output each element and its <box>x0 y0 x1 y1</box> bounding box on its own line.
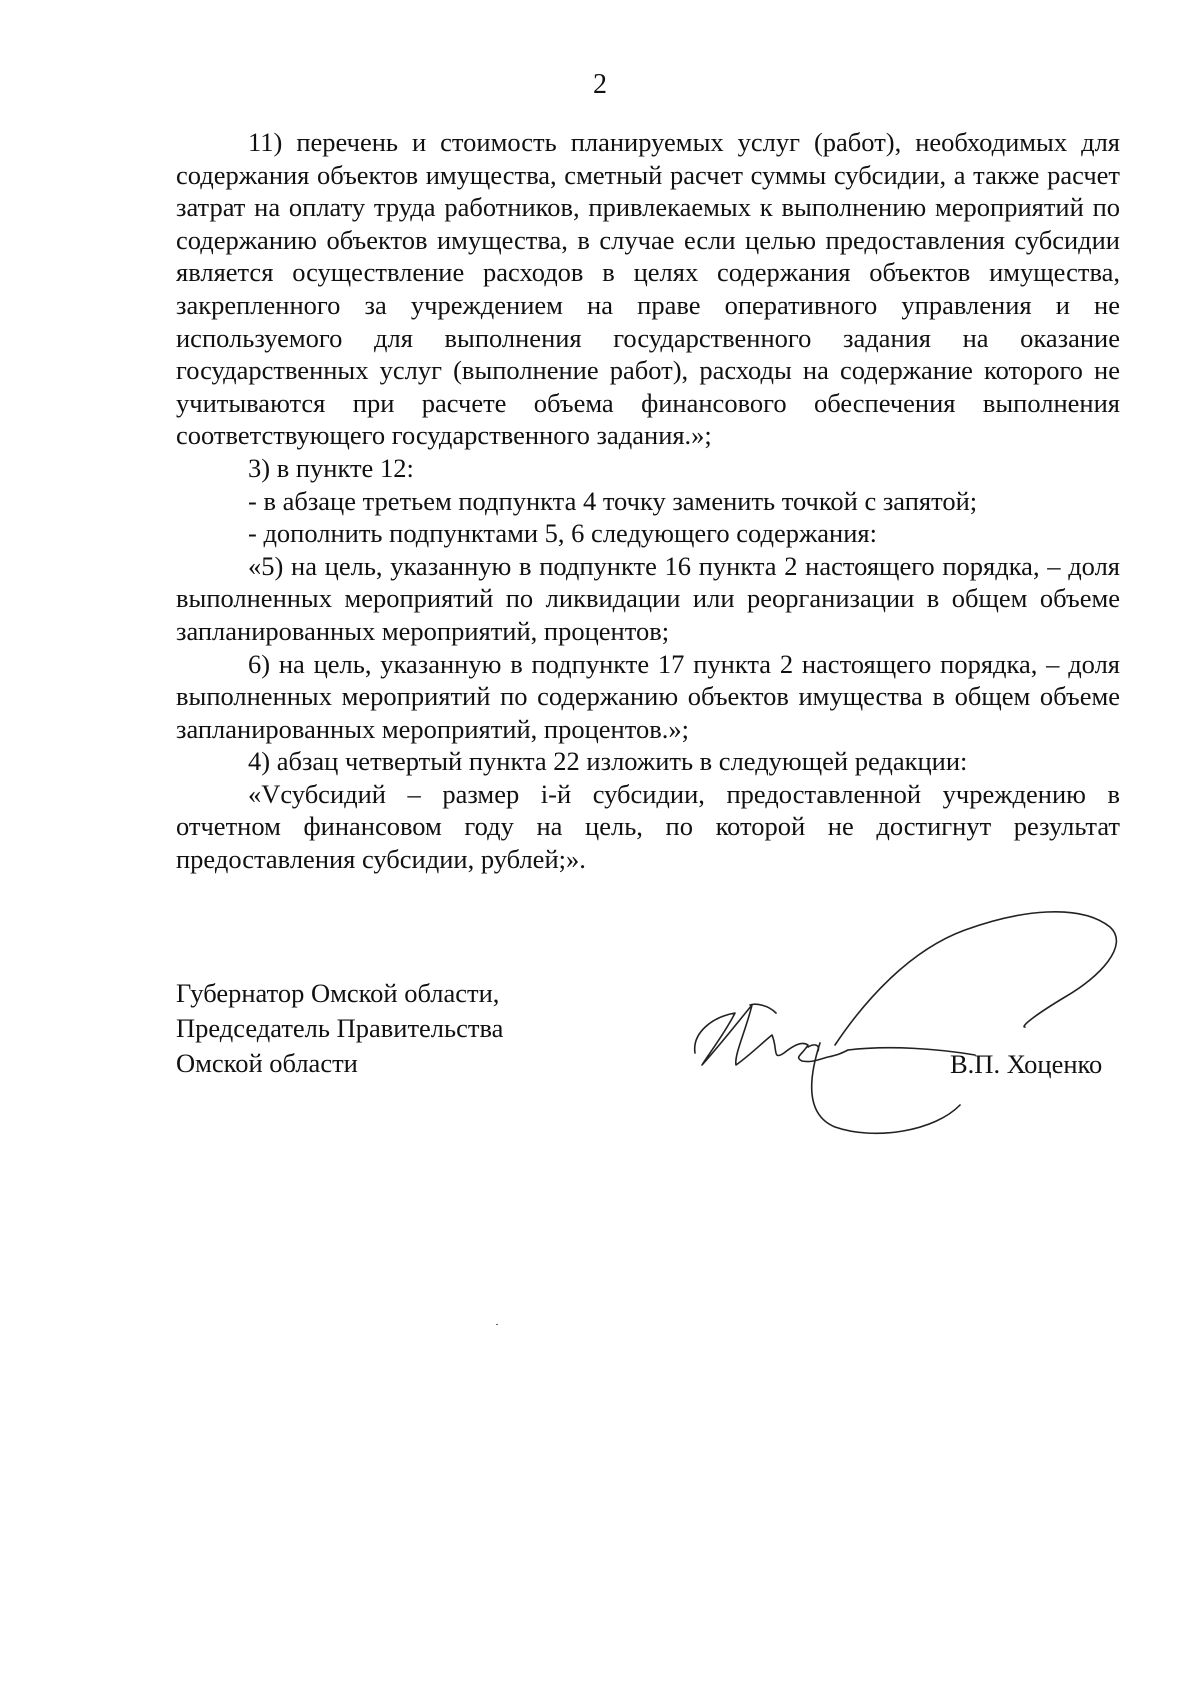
position-line: Губернатор Омской области, <box>176 978 500 1008</box>
signatory-name: В.П. Хоценко <box>950 1049 1103 1079</box>
paragraph: «5) на цель, указанную в подпункте 16 пункта 2 настоящего порядка, – доля выполненных мероприятий по ликвидации или реорганизации в общем объеме запланированных мероприятий, процентов; <box>176 550 1120 646</box>
paragraph: «Vсубсидий – размер i-й субсидии, предоставленной учреждению в отчетном финансовом году на цель, по которой не достигнут результат предоставления субсидии, рублей;». <box>176 778 1120 875</box>
handwritten-signature <box>690 905 1130 1135</box>
position-line: Омской области <box>176 1048 358 1078</box>
paragraph: 3) в пункте 12: <box>248 452 414 483</box>
paragraph: 11) перечень и стоимость планируемых услуг (работ), необходимых для содержания объектов имущества, сметный расчет суммы субсидии, а также расчет затрат на оплату труда работников, привлекаемых к выполнению мероприятий по содержанию объектов имущества, в случае если целью предоставления субсидии является осуществление расходов в целях содержания объектов имущества, закрепленного за учреждением на праве оперативного управления и не используемого для выполнения государственного задания на оказание государственных услуг (выполнение работ), расходы на содержание которого не учитываются при расчете объема финансового обеспечения выполнения соответствующего государственного задания.»; <box>176 127 1120 451</box>
paragraph: - дополнить подпунктами 5, 6 следующего содержания: <box>248 518 877 549</box>
paragraph: 4) абзац четвертый пункта 22 изложить в следующей редакции: <box>248 746 968 777</box>
paragraph: - в абзаце третьем подпункта 4 точку заменить точкой с запятой; <box>248 485 978 516</box>
page-number: 2 <box>593 69 607 100</box>
document-body <box>176 126 1120 876</box>
signatory-position <box>176 976 503 1081</box>
position-line: Председатель Правительства <box>176 1013 504 1043</box>
scan-speck <box>496 1324 498 1325</box>
paragraph: 6) на цель, указанную в подпункте 17 пункта 2 настоящего порядка, – доля выполненных мероприятий по содержанию объектов имущества в общем объеме запланированных мероприятий, процентов.»; <box>176 648 1120 744</box>
